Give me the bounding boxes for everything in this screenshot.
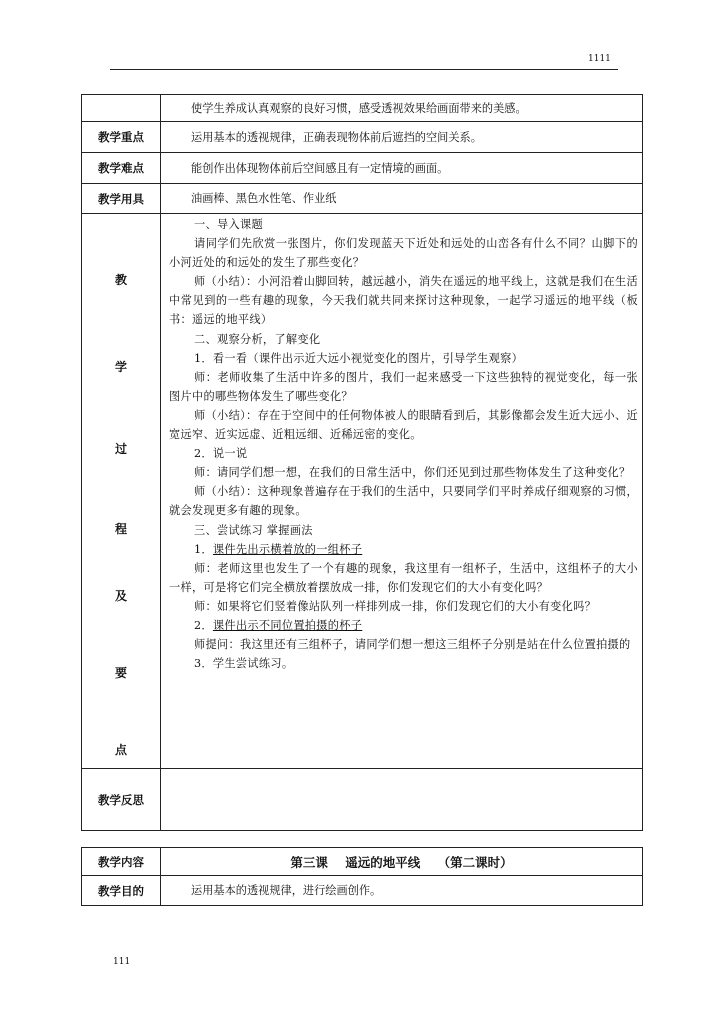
process-paragraph: 师（小结）：小河沿着山脚回转，越远越小，消失在遥远的地平线上，这就是我们在生活中常见到的一些有趣的现象，今天我们就共同来探讨这种现象，一起学习遥远的地平线（板书：遥远的地平线） — [169, 275, 638, 327]
process-paragraph: 师：老师这里也发生了一个有趣的现象，我这里有一组杯子，生活中，这组杯子的大小一样，可是将它们完全横放着摆放成一排，你们发现它们的大小有变化吗？ — [169, 561, 638, 594]
process-label-char: 教 — [114, 273, 127, 287]
process-label-char: 点 — [114, 743, 127, 757]
process-paragraph: 二、观察分析，了解变化 — [194, 332, 321, 346]
tools-label: 教学用具 — [82, 184, 161, 214]
page-number-bottom: 111 — [113, 957, 131, 967]
table-row — [82, 848, 643, 876]
content-label: 教学内容 — [82, 848, 161, 876]
tools-text: 油画棒、黑色水性笔、作业纸 — [161, 184, 643, 214]
process-paragraph — [169, 616, 638, 635]
process-paragraph: 一、导入课题 — [194, 218, 263, 231]
table-row — [82, 95, 643, 122]
process-paragraph: 三、尝试练习 掌握画法 — [194, 523, 313, 537]
process-label-char: 学 — [114, 360, 127, 374]
process-paragraph: 3．学生尝试练习。 — [194, 657, 294, 671]
process-paragraph: 师（小结）：存在于空间中的任何物体被人的眼睛看到后，其影像都会发生近大远小、近宽远窄、近实远虚、近粗远细、近稀远密的变化。 — [169, 408, 638, 442]
process-content — [161, 214, 643, 769]
process-paragraph: 师：老师收集了生活中许多的图片，我们一起来感受一下这些独特的视觉变化，每一张图片中的哪些物体发生了哪些变化？ — [169, 370, 638, 403]
goal-text: 使学生养成认真观察的良好习惯，感受透视效果给画面带来的美感。 — [161, 95, 643, 122]
difficulties-text: 能创作出体现物体前后空间感且有一定情境的画面。 — [161, 153, 643, 184]
page-number-top: 1111 — [588, 54, 611, 64]
process-paragraph — [169, 540, 638, 559]
process-paragraph: 师提问：我这里还有三组杯子，请同学们想一想这三组杯子分别是站在什么位置拍摄的 — [194, 638, 631, 652]
reflection-label: 教学反思 — [82, 769, 161, 831]
table-row — [82, 769, 643, 831]
header-rule — [110, 69, 618, 70]
lesson-plan-table — [81, 94, 643, 831]
table-row — [82, 153, 643, 184]
goal-label: 教学目的 — [82, 876, 161, 906]
process-label — [82, 214, 161, 769]
table-row — [82, 122, 643, 153]
table-row — [82, 214, 643, 769]
lesson-title: 第三课 遥远的地平线 （第二课时） — [161, 848, 643, 876]
key-points-label: 教学重点 — [82, 122, 161, 153]
step-number: 1． — [194, 542, 213, 556]
process-paragraph: 师：请同学们想一想，在我们的日常生活中，你们还见到过那些物体发生了这种变化？ — [194, 466, 631, 480]
underlined-step: 课件先出示横着放的一组杯子 — [212, 542, 363, 556]
goal-text: 运用基本的透视规律，进行绘画创作。 — [161, 876, 643, 906]
process-paragraph: 师：如果将它们竖着像站队列一样排列成一排，你们发现它们的大小有变化吗？ — [194, 599, 597, 613]
key-points-text: 运用基本的透视规律，正确表现物体前后遮挡的空间关系。 — [161, 122, 643, 153]
process-label-char: 过 — [114, 442, 127, 456]
reflection-text — [161, 769, 643, 831]
next-lesson-table — [81, 847, 643, 906]
difficulties-label: 教学难点 — [82, 153, 161, 184]
process-paragraph: 2．说一说 — [194, 447, 248, 461]
table-row — [82, 184, 643, 214]
step-number: 2． — [194, 618, 213, 632]
process-label-char: 程 — [114, 522, 127, 536]
process-label-char: 及 — [114, 589, 127, 603]
process-paragraph: 请同学们先欣赏一张图片，你们发现蓝天下近处和远处的山峦各有什么不同？山脚下的小河近处的和远处的发生了那些变化？ — [169, 237, 638, 270]
process-paragraph: 1．看一看（课件出示近大远小视觉变化的图片，引导学生观察） — [194, 351, 524, 365]
goal-label-cell — [82, 95, 161, 122]
table-row — [82, 876, 643, 906]
process-paragraph: 师（小结）：这种现象普遍存在于我们的生活中，只要同学们平时养成仔细观察的习惯，就会发现更多有趣的现象。 — [169, 485, 638, 518]
underlined-step: 课件出示不同位置拍摄的杯子 — [212, 618, 363, 632]
process-label-char: 要 — [114, 666, 127, 680]
